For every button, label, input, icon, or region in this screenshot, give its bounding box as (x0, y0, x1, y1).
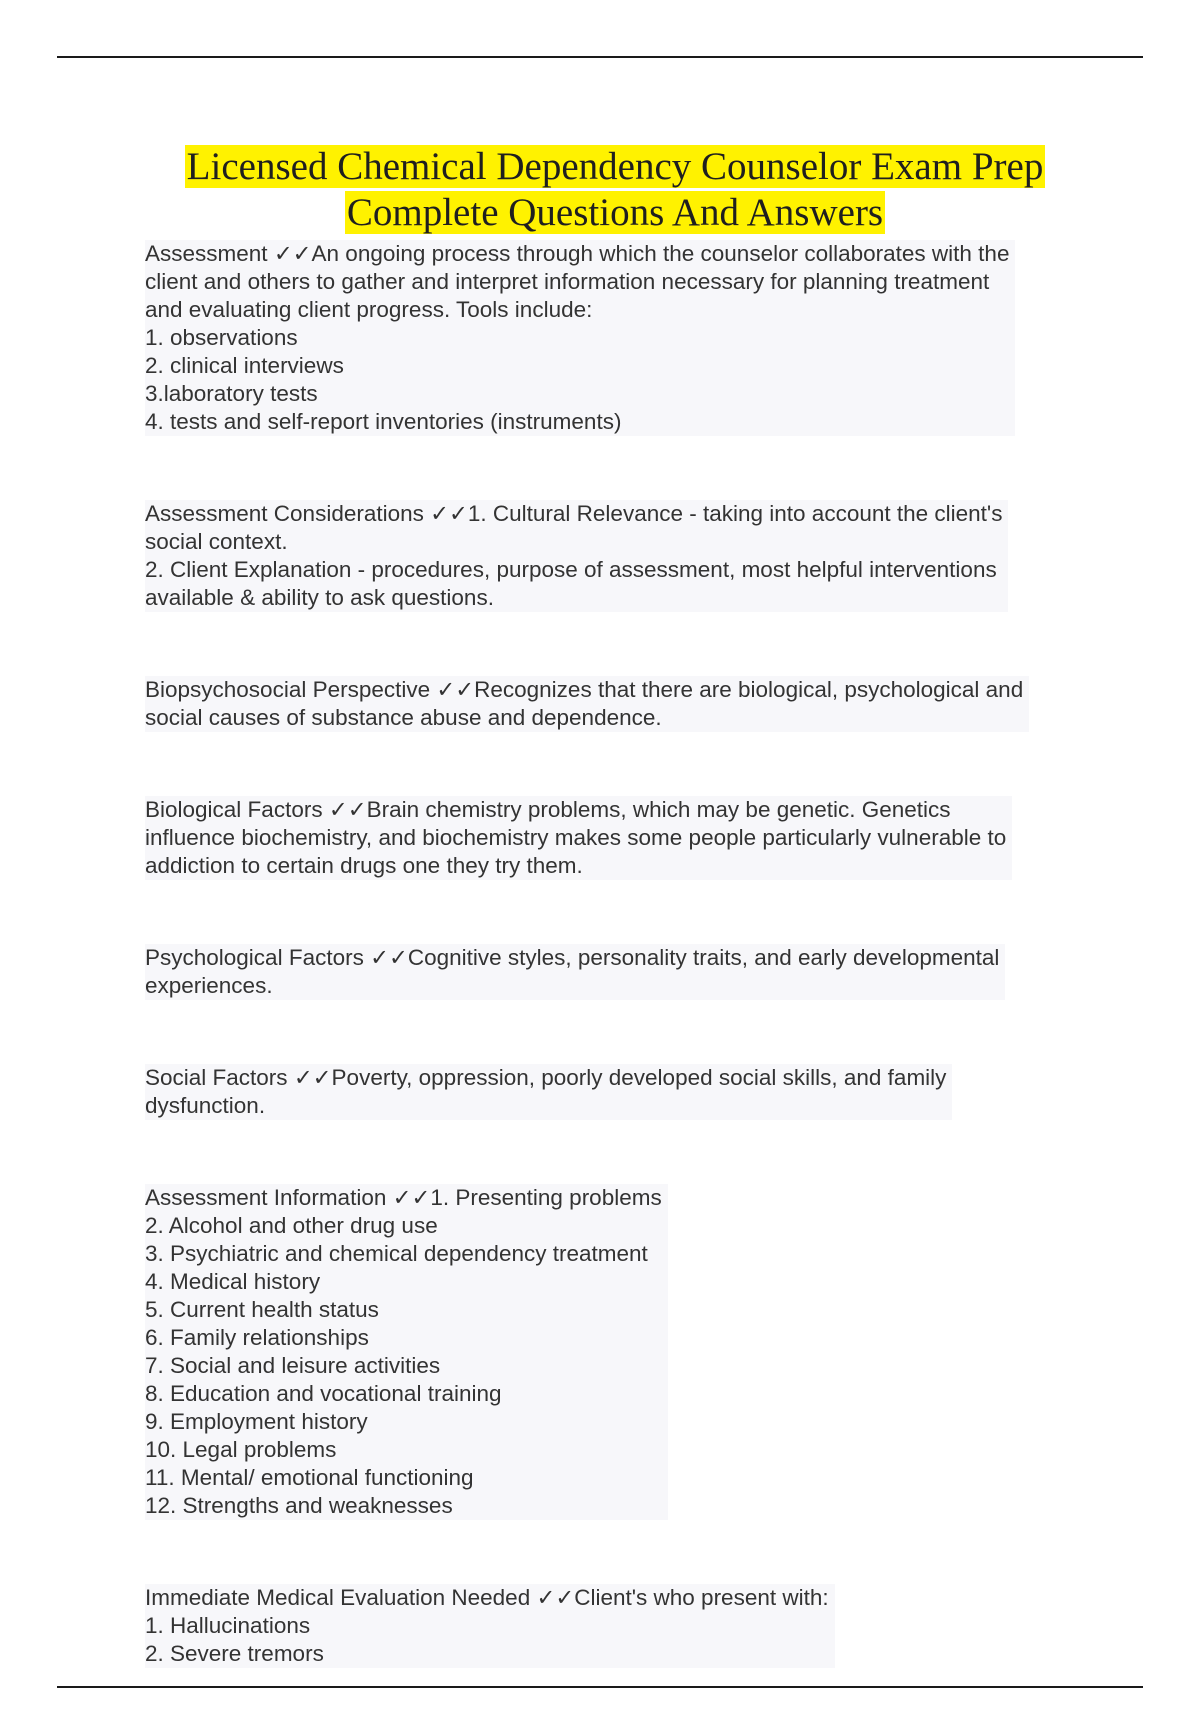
qa-first-line (145, 796, 1006, 824)
checkmark-icon: ✓✓ (436, 677, 475, 702)
qa-answer-start: Client's who present with: (574, 1585, 829, 1610)
qa-term: Immediate Medical Evaluation Needed (145, 1585, 531, 1610)
checkmark-icon: ✓✓ (536, 1585, 575, 1610)
checkmark-icon: ✓✓ (370, 945, 408, 970)
qa-answer-line: 2. Severe tremors (145, 1641, 324, 1666)
qa-answer-line: 8. Education and vocational training (145, 1381, 502, 1406)
qa-first-line (145, 1064, 946, 1092)
checkmark-icon: ✓✓ (328, 797, 367, 822)
qa-first-line (145, 1184, 662, 1212)
checkmark-icon: ✓✓ (273, 241, 312, 266)
checkmark-icon: ✓✓ (293, 1065, 332, 1090)
qa-answer-start: 1. Presenting problems (430, 1185, 662, 1210)
qa-answer-line: 12. Strengths and weaknesses (145, 1493, 453, 1518)
qa-text (145, 1064, 952, 1120)
qa-answer-line: 4. tests and self-report inventories (instruments) (145, 409, 622, 434)
qa-answer-line: 7. Social and leisure activities (145, 1353, 441, 1378)
checkmark-icon: ✓✓ (430, 501, 468, 526)
qa-text (145, 500, 1008, 612)
qa-first-line (145, 944, 999, 972)
qa-answer-line: 2. clinical interviews (145, 353, 344, 378)
qa-answer-line: addiction to certain drugs one they try them. (145, 853, 583, 878)
qa-first-line (145, 1584, 829, 1612)
qa-block (145, 796, 1095, 912)
qa-answer-line: 1. Hallucinations (145, 1613, 311, 1638)
qa-text (145, 1584, 835, 1668)
qa-term: Social Factors (145, 1065, 288, 1090)
qa-answer-line: 3.laboratory tests (145, 381, 318, 406)
qa-answer-line: dysfunction. (145, 1093, 266, 1118)
qa-answer-start: An ongoing process through which the counselor collaborates with the (311, 241, 1010, 266)
qa-answer-line: 2. Client Explanation - procedures, purpose of assessment, most helpful interventions (145, 557, 997, 582)
qa-answer-start: Recognizes that there are biological, psychological and (474, 677, 1024, 702)
qa-text (145, 944, 1005, 1000)
qa-first-line (145, 676, 1023, 704)
qa-answer-start: 1. Cultural Relevance - taking into account the client's (467, 501, 1003, 526)
qa-answer-line: experiences. (145, 973, 273, 998)
qa-block (145, 500, 1095, 644)
document-title (100, 144, 1130, 236)
qa-block (145, 240, 1095, 468)
qa-answer-line: 1. observations (145, 325, 298, 350)
qa-answer-line: 4. Medical history (145, 1269, 321, 1294)
qa-answer-line: 9. Employment history (145, 1409, 368, 1434)
qa-answer-line: 6. Family relationships (145, 1325, 369, 1350)
qa-block (145, 1064, 1095, 1152)
qa-answer-start: Brain chemistry problems, which may be genetic. Genetics (366, 797, 951, 822)
top-rule (57, 56, 1143, 58)
qa-text (145, 676, 1029, 732)
title-line-2: Complete Questions And Answers (346, 191, 884, 234)
qa-block (145, 944, 1095, 1032)
qa-block (145, 1184, 1095, 1552)
qa-term: Assessment Considerations (145, 501, 424, 526)
qa-answer-start: Poverty, oppression, poorly developed social skills, and family (331, 1065, 947, 1090)
qa-term: Biological Factors (145, 797, 323, 822)
qa-first-line (145, 240, 1009, 268)
qa-answer-line: social context. (145, 529, 288, 554)
qa-answer-line: influence biochemistry, and biochemistry makes some people particularly vulnerable to (145, 825, 1007, 850)
qa-text (145, 240, 1015, 436)
qa-answer-line: 11. Mental/ emotional functioning (145, 1465, 474, 1490)
checkmark-icon: ✓✓ (392, 1185, 431, 1210)
qa-term: Biopsychosocial Perspective (145, 677, 431, 702)
qa-text (145, 796, 1012, 880)
qa-content (145, 240, 1095, 1732)
title-line-1: Licensed Chemical Dependency Counselor Exam Prep (186, 145, 1044, 188)
qa-text (145, 1184, 668, 1520)
qa-answer-line: 2. Alcohol and other drug use (145, 1213, 438, 1238)
qa-answer-line: social causes of substance abuse and dependence. (145, 705, 662, 730)
qa-answer-line: 10. Legal problems (145, 1437, 337, 1462)
qa-term: Assessment Information (145, 1185, 387, 1210)
qa-block (145, 1584, 1095, 1700)
qa-answer-line: client and others to gather and interpret information necessary for planning treatment (145, 269, 990, 294)
qa-term: Psychological Factors (145, 945, 364, 970)
qa-block (145, 676, 1095, 764)
qa-answer-line: available & ability to ask questions. (145, 585, 494, 610)
qa-answer-start: Cognitive styles, personality traits, and early developmental (407, 945, 1000, 970)
bottom-rule (57, 1686, 1143, 1688)
qa-first-line (145, 500, 1002, 528)
qa-answer-line: and evaluating client progress. Tools include: (145, 297, 593, 322)
qa-term: Assessment (145, 241, 268, 266)
qa-answer-line: 3. Psychiatric and chemical dependency treatment (145, 1241, 648, 1266)
qa-answer-line: 5. Current health status (145, 1297, 379, 1322)
